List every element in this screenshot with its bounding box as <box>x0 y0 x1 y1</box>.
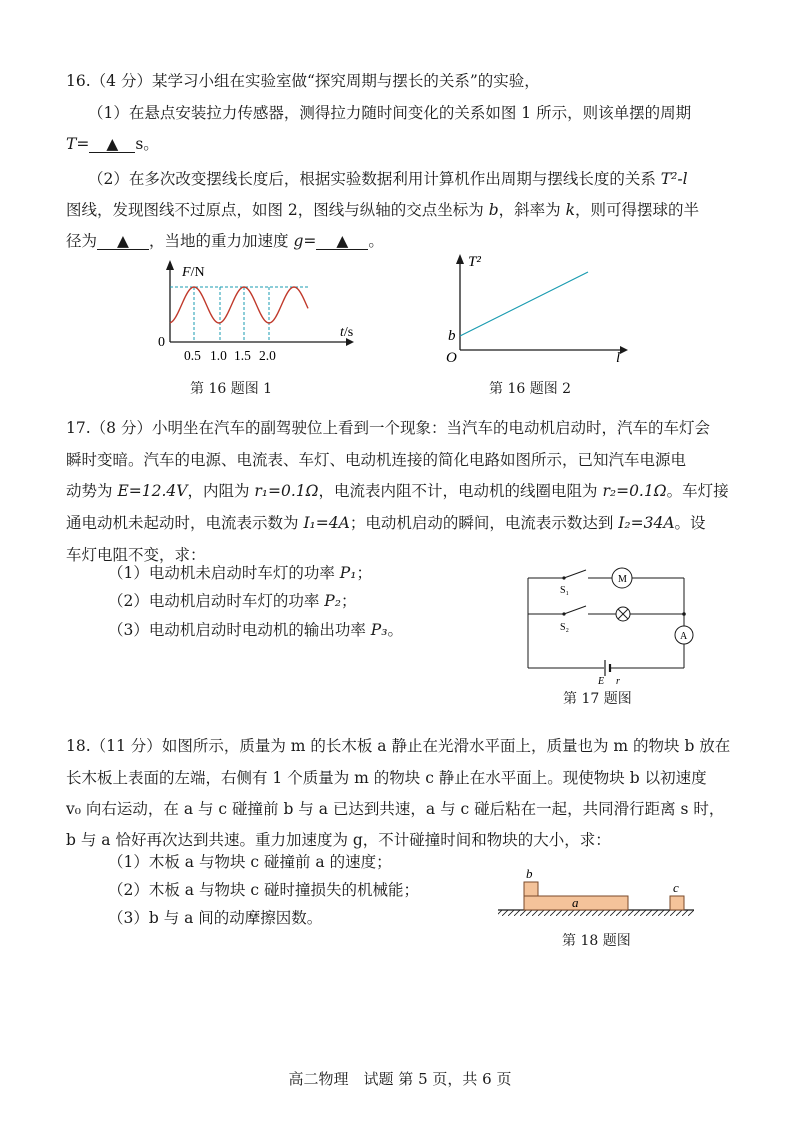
answer-blank-gravity[interactable]: ▲ <box>316 233 368 250</box>
block-b <box>524 882 538 896</box>
page-footer: 高二物理 试题 第 5 页，共 6 页 <box>288 1070 512 1088</box>
tick-label: 1.5 <box>234 348 251 363</box>
q18-subquestion-3: （3）b 与 a 间的动摩擦因数。 <box>108 909 323 927</box>
q18-figure-caption: 第 18 题图 <box>562 933 631 949</box>
q16-figure2-caption: 第 16 题图 2 <box>489 381 572 397</box>
switch-s2-blade <box>564 606 586 614</box>
q16-part1: （1）在悬点安装拉力传感器，测得拉力随时间变化的关系如图 1 所示，则该单摆的周期 <box>88 104 692 122</box>
y-axis-arrow <box>456 254 464 264</box>
q16-figure1-force-time <box>158 258 358 368</box>
q18-stem-line3: v₀ 向右运动，在 a 与 c 碰撞前 b 与 a 已达到共速，a 与 c 碰后粘在一起，共同滑行距离 s 时， <box>66 800 725 818</box>
q16-part2: （2）在多次改变摆线长度后，根据实验数据利用计算机作出周期与摆线长度的关系 T²-l <box>88 170 688 188</box>
force-waveform <box>170 287 308 323</box>
switch-s2-pivot <box>562 612 565 615</box>
y-label-T2: T² <box>468 254 481 270</box>
ground-hatching <box>498 910 694 916</box>
tick-label: 2.0 <box>259 348 276 363</box>
answer-blank-radius[interactable]: ▲ <box>97 233 149 250</box>
label-a: a <box>572 895 579 910</box>
q18-stem-line4: b 与 a 恰好再次达到共速。重力加速度为 g，不计碰撞时间和物块的大小，求： <box>66 831 611 849</box>
x-axis-arrow <box>620 346 628 354</box>
switch-s1-label: S₁ <box>560 585 570 596</box>
origin-label-O: O <box>446 350 457 366</box>
intercept-label-b: b <box>448 328 456 344</box>
motor-label: M <box>618 574 627 585</box>
q16-figure2-period-length <box>440 250 640 370</box>
tick-label: 0.5 <box>184 348 201 363</box>
q16-part2-line2: 图线，发现图线不过原点，如图 2，图线与纵轴的交点坐标为 b，斜率为 k，则可得摆球的半 <box>66 201 700 219</box>
y-axis-arrow <box>166 260 174 270</box>
switch-s1-blade <box>564 570 586 578</box>
q17-stem-line1: 17.（8 分）小明坐在汽车的副驾驶位上看到一个现象：当汽车的电动机启动时，汽车的车灯会 <box>66 419 710 437</box>
tick-label: 1.0 <box>210 348 227 363</box>
q16-figure1-caption: 第 16 题图 1 <box>190 381 273 397</box>
label-c: c <box>673 880 679 895</box>
q18-subquestion-1: （1）木板 a 与物块 c 碰撞前 a 的速度； <box>108 853 392 871</box>
q18-stem-line2: 长木板上表面的左端，右侧有 1 个质量为 m 的物块 c 静止在水平面上。现使物块 b 以初速度 <box>66 769 707 787</box>
answer-blank-period[interactable]: ▲ <box>89 136 135 153</box>
q17-figure-caption: 第 17 题图 <box>563 691 632 707</box>
switch-s2-label: S₂ <box>560 622 570 633</box>
x-label-t: t/s <box>340 325 354 340</box>
q17-stem-line5: 车灯电阻不变，求： <box>66 546 206 564</box>
switch-s1-pivot <box>562 576 565 579</box>
y-label-F: F/N <box>182 265 205 280</box>
q16-part1-answer: T= ▲ s。 <box>66 135 159 153</box>
q17-subquestion-2: （2）电动机启动时车灯的功率 P₂； <box>108 592 357 610</box>
q18-subquestion-2: （2）木板 a 与物块 c 碰时撞损失的机械能； <box>108 881 419 899</box>
emf-label: E <box>598 676 605 687</box>
t2-l-graph-line <box>460 272 588 336</box>
internal-resistance-label: r <box>616 676 620 687</box>
q17-circuit-diagram <box>520 560 700 687</box>
q17-subquestion-1: （1）电动机未启动时车灯的功率 P₁； <box>108 564 372 582</box>
q17-stem-line4: 通电动机未起动时，电流表示数为 I₁=4A；电动机启动的瞬间，电流表示数达到 I₂=34A。设 <box>66 514 706 532</box>
q17-stem-line3: 动势为 E=12.4V，内阻为 r₁=0.1Ω，电流表内阻不计，电动机的线圈电阻为 r₂=0.1Ω。车灯接 <box>66 482 729 500</box>
block-c <box>670 896 684 910</box>
q17-stem-line2: 瞬时变暗。汽车的电源、电流表、车灯、电动机连接的简化电路如图所示，已知汽车电源电 <box>66 451 687 469</box>
label-b: b <box>526 866 533 881</box>
ammeter-label: A <box>680 631 688 642</box>
q17-subquestion-3: （3）电动机启动时电动机的输出功率 P₃。 <box>108 621 403 639</box>
origin-label: 0 <box>158 335 165 350</box>
x-label-l: l <box>616 350 621 366</box>
q18-stem-line1: 18.（11 分）如图所示，质量为 m 的长木板 a 静止在光滑水平面上，质量也为 m 的物块 b 放在 <box>66 737 731 755</box>
q18-blocks-diagram <box>496 862 696 922</box>
q16-stem: 16.（4 分）某学习小组在实验室做“探究周期与摆长的关系”的实验， <box>66 72 540 90</box>
q16-part2-line3: 径为 ▲ ，当地的重力加速度 g= ▲ 。 <box>66 232 384 250</box>
